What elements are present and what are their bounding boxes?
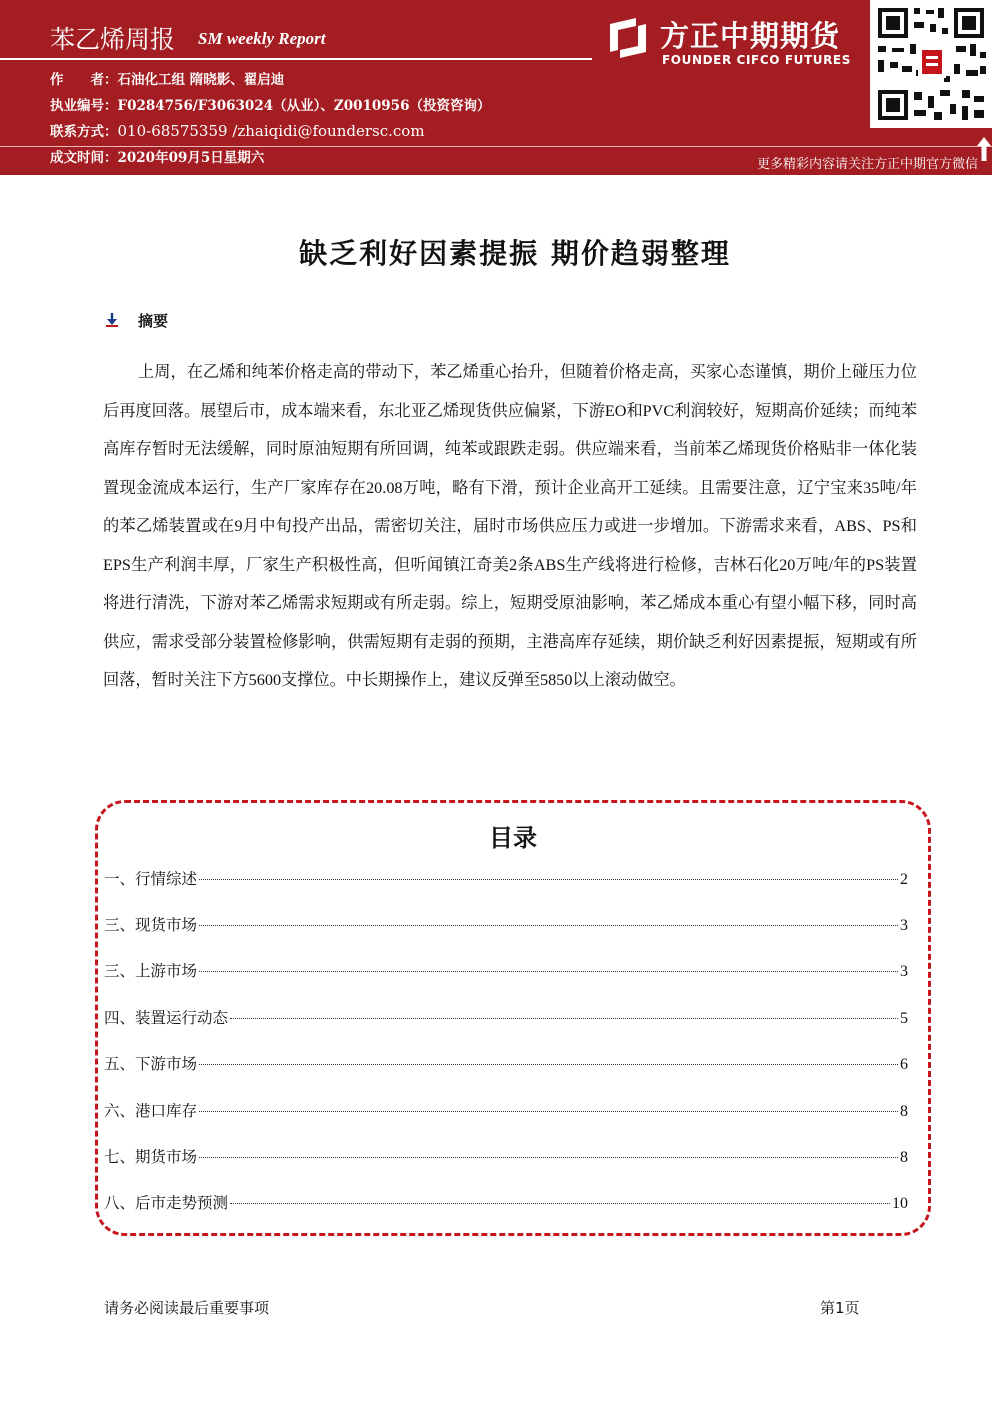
header-underline [0,58,592,60]
toc-item[interactable] [104,1191,908,1213]
founder-logo-icon [606,16,650,60]
footer-page-number: 第1页 [820,1299,860,1317]
logo-chinese-name: 方正中期期货 [660,19,841,53]
toc-item-label: 三、上游市场 [104,962,198,980]
toc-item-page: 3 [900,963,908,980]
toc-leader [230,1203,890,1204]
contact-row [50,120,425,140]
author-row [50,68,284,88]
summary-heading-text: 摘要 [138,312,169,330]
license-label: 执业编号： [50,98,118,114]
license-value: F0284756/F3063024（从业）、Z0010956（投资咨询） [117,98,491,114]
date-row [50,146,264,166]
author-label: 作 者： [50,72,118,88]
footer-notice: 请务必阅读最后重要事项 [104,1299,270,1317]
toc-item-page: 8 [900,1149,908,1166]
toc-item-page: 10 [892,1195,908,1212]
toc-leader [199,1157,898,1158]
summary-paragraph: 上周，在乙烯和纯苯价格走高的带动下，苯乙烯重心抬升，但随着价格走高，买家心态谨慎，期价上碰压力位后再度回落。展望后市，成本端来看，东北亚乙烯现货供应偏紧，下游EO和PVC利润较好，短期高价延续；而纯苯高库存暂时无法缓解，同时原油短期有所回调，纯苯或跟跌走弱。供应端来看，当前苯乙烯现货价格贴非一体化装置现金流成本运行，生产厂家库存在20.08万吨，略有下滑，预计企业高开工延续。且需要注意，辽宁宝来35吨/年的苯乙烯装置或在9月中旬投产出品，需密切关注，届时市场供应压力或进一步增加。下游需求来看，ABS、PS和EPS生产利润丰厚，厂家生产积极性高，但听闻镇江奇美2条ABS生产线将进行检修，吉林石化20万吨/年的PS装置将进行清洗，下游对苯乙烯需求短期或有所走弱。综上，短期受原油影响，苯乙烯成本重心有望小幅下移，同时高供应，需求受部分装置检修影响，供需短期有走弱的预期，主港高库存延续，期价缺乏利好因素提振，短期或有所回落，暂时关注下方5600支撑位。中长期操作上，建议反弹至5850以上滚动做空。 [103,363,917,689]
license-row [50,94,490,114]
toc-item[interactable] [104,1099,908,1121]
report-header [0,0,992,175]
toc-item[interactable] [104,867,908,889]
toc-item-page: 3 [900,917,908,934]
report-subtitle: SM weekly Report [198,29,326,48]
diamond-bullet-icon [104,312,120,328]
toc-item-label: 三、现货市场 [104,916,198,934]
toc-title: 目录 [489,824,537,852]
toc-item-page: 6 [900,1056,908,1073]
toc-item-page: 8 [900,1103,908,1120]
toc-item-label: 五、下游市场 [104,1055,198,1073]
toc-leader [230,1018,898,1019]
follow-wechat-text: 更多精彩内容请关注方正中期官方微信 [756,157,978,172]
toc-item-page: 5 [900,1010,908,1027]
toc-item-label: 四、装置运行动态 [104,1009,229,1027]
toc-item[interactable] [104,1006,908,1028]
toc-leader [199,1064,898,1065]
toc-leader [199,971,898,972]
toc-item-label: 八、后市走势预测 [104,1194,229,1212]
header-divider [0,146,992,147]
toc-item[interactable] [104,959,908,981]
toc-item[interactable] [104,1145,908,1167]
arrow-up-icon [976,136,992,162]
qr-code-icon [870,0,992,128]
contact-label: 联系方式： [50,124,118,140]
document-title: 缺乏利好因素提振 期价趋弱整理 [299,237,731,270]
toc-leader [199,925,898,926]
toc-item-label: 七、期货市场 [104,1148,198,1166]
date-label: 成文时间： [50,150,118,166]
author-value: 石油化工组 隋晓影、翟启迪 [117,72,285,88]
toc-item[interactable] [104,1052,908,1074]
toc-item-page: 2 [900,871,908,888]
contact-value: 010-68575359 /zhaiqidi@foundersc.com [117,122,425,140]
report-title: 苯乙烯周报 [50,25,176,54]
toc-leader [199,879,898,880]
date-value: 2020年09月5日星期六 [117,150,265,166]
logo-english-name: FOUNDER CIFCO FUTURES [662,53,851,67]
toc-item-label: 六、港口库存 [104,1102,198,1120]
toc-item-label: 一、行情综述 [104,870,198,888]
toc-leader [199,1111,898,1112]
toc-item[interactable] [104,913,908,935]
